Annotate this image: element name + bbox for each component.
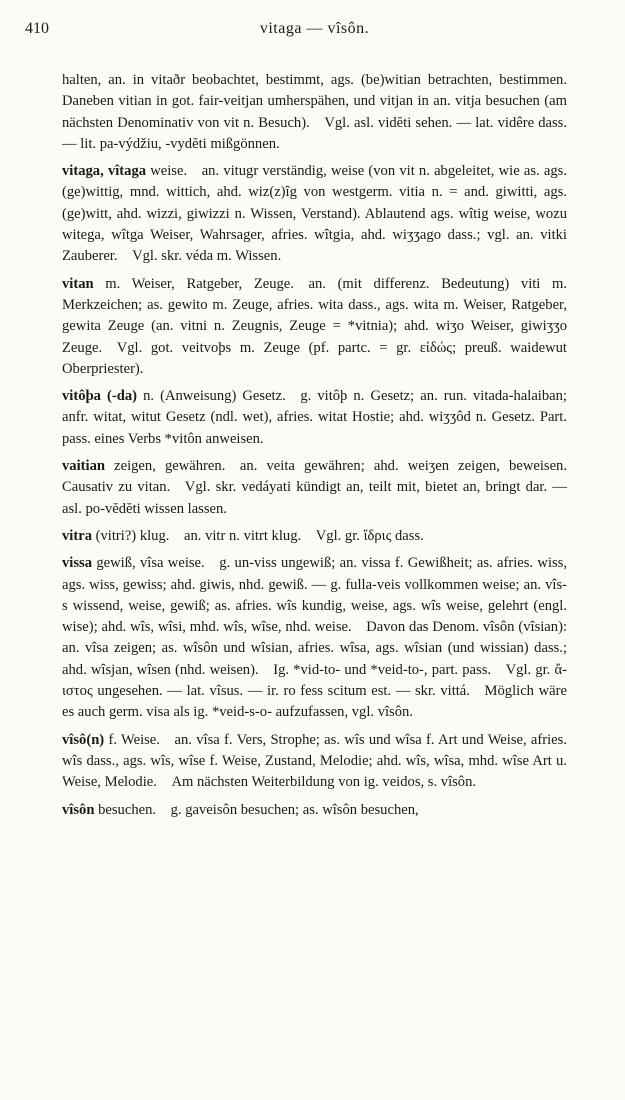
entry-body: f. Weise. an. vîsa f. Vers, Strophe; as. wîs und wîsa f. Art und Weise, afries. wîs dass., ags. wîs, wîse f. Weise, Zustand, Melodie; ahd. wîs, wîsa, mhd. wîse Art u. Weise, Melodie. Am nächsten Weiterbildung von ig. veidos, s. vîsôn. [62, 731, 567, 791]
entry-body: gewiß, vîsa weise. g. un-viss ungewiß; an. vissa f. Gewißheit; as. afries. wiss, ags. wiss, gewiss; ahd. giwis, nhd. gewiß. — g. fulla-veis vollkommen weise; an. vîs-s wissend, weise, gewiß; as. afries. wîs kundig, weise, ags. wîs weise, gelehrt (engl. wise); ahd. wîs, wîsi, mhd. wîs, wîse, nhd. weise. Davon das Denom. vîsôn (vîsian): an. vîsa zeigen; as. wîsôn und wîsian, afries. wîsa, ags. wîsian (und wissian) dass.; ahd. wîsjan, wîsen (nhd. weisen). Ig. *vid-to- und *veid-to-, part. pass. Vgl. gr. ἄ-ιστος ungesehen. — lat. vîsus. — ir. ro fess scitum est. — skr. vittá. Möglich wäre es auch germ. visa als ig. *veid-s-o- aufzufassen, vgl. vîsôn. [62, 555, 567, 721]
dictionary-entry-vitan [62, 274, 567, 380]
headword: vitra [62, 527, 92, 544]
running-title: vitaga — vîsôn. [259, 20, 370, 37]
dictionary-entry-vissa [62, 553, 567, 723]
dictionary-entry-continuation [62, 70, 567, 155]
headword: vissa [62, 555, 93, 572]
page-header [25, 20, 567, 46]
entry-body: zeigen, gewähren. an. veita gewähren; ahd. weiʒen zeigen, beweisen. Causativ zu vitan. Vgl. skr. vedáyati kündigt an, teilt mit, bietet an, bringt dar. — asl. po-vĕdĕti wissen lassen. [62, 458, 567, 517]
headword: vîsôn [62, 801, 95, 818]
dictionary-entry-vison-f [62, 730, 567, 794]
entry-body: halten, an. in vitaðr beobachtet, bestimmt, ags. (be)witian betrachten, bestimmen. Daneben vitian in got. fair-veitjan umherspähen, und vitjan in an. vitja besuchen (am nächsten Denominativ von vit n. Besuch). Vgl. asl. vidĕti sehen. — lat. vidêre dass. — lit. pa-výdžiu, -vydĕti mißgönnen. [62, 72, 567, 152]
headword: vîsô(n) [62, 731, 105, 748]
dictionary-entry-vitaga [62, 161, 567, 267]
page-body [62, 70, 567, 821]
dictionary-entry-vitopa [62, 386, 567, 450]
headword: vitaga, vîtaga [62, 163, 147, 180]
entry-body: m. Weiser, Ratgeber, Zeuge. an. (mit differenz. Bedeutung) viti m. Merkzeichen; as. gewito m. Zeuge, afries. wita dass., ags. wita m. Weiser, Ratgeber, gewita Zeuge (an. vitni n. Zeugnis, Zeuge = *vitnia); ahd. wiʒo Weiser, giwiʒʒo Zeuge. Vgl. got. veitvoþs m. Zeuge (pf. partc. = gr. εἰδώς; preuß. waidewut Oberpriester). [62, 275, 567, 377]
entry-body: n. (Anweisung) Gesetz. g. vitôþ n. Gesetz; an. run. vitada-halaiban; anfr. witat, witut Gesetz (ndl. wet), afries. witat Hostie; ahd. wiʒʒôd n. Gesetz. Part. pass. eines Verbs *vitôn anweisen. [62, 388, 567, 447]
dictionary-entry-vison-verb [62, 800, 567, 821]
headword: vaitian [62, 458, 105, 475]
dictionary-entry-vaitian [62, 456, 567, 520]
entry-body: besuchen. g. gaveisôn besuchen; as. wîsôn besuchen, [94, 801, 419, 818]
headword: vitan [62, 275, 94, 292]
headword: vitôþa (-da) [62, 388, 137, 405]
page-number: 410 [25, 20, 49, 37]
entry-body: (vitri?) klug. an. vitr n. vitrt klug. Vgl. gr. ἴδρις dass. [92, 527, 424, 544]
entry-body: weise. an. vitugr verständig, weise (von vit n. abgeleitet, wie as. ags. (ge)wittig, mnd. wittich, ahd. wiz(z)îg von westgerm. vitia n. = and. giwitti, ags. (ge)witt, ahd. wizzi, giwizzi n. Wissen, Verstand). Ablautend ags. wîtig weise, wozu witega, wîtga Weiser, Wahrsager, afries. wîtgia, ahd. wiʒʒago dass.; vgl. an. vitki Zauberer. Vgl. skr. véda m. Wissen. [62, 163, 567, 265]
dictionary-entry-vitra [62, 526, 567, 547]
